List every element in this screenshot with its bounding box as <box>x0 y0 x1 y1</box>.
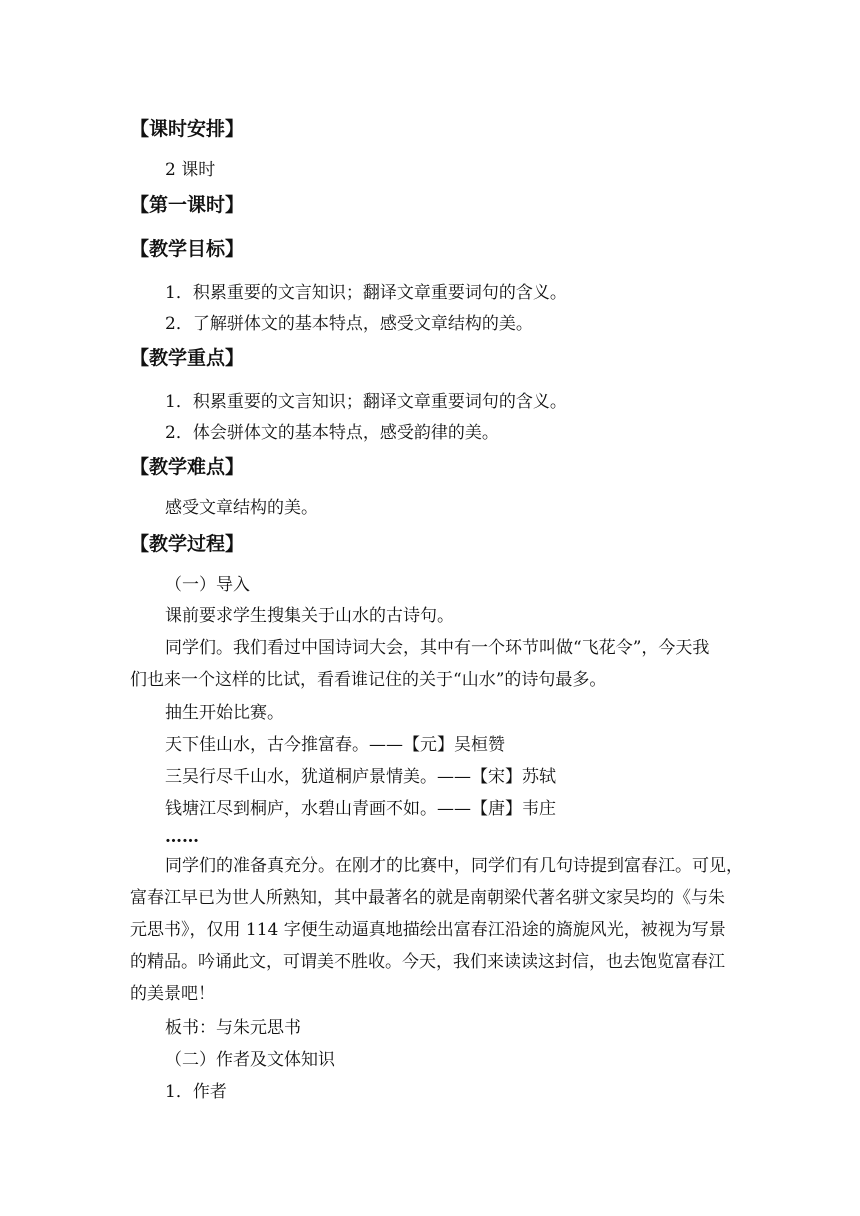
objective-item-2: 2．了解骈体文的基本特点，感受文章结构的美。 <box>165 314 533 334</box>
process-paragraph-4-line-1: 同学们的准备真充分。在刚才的比赛中，同学们有几句诗提到富春江。可见， <box>165 856 743 876</box>
process-paragraph-2-line-2: 们也来一个这样的比试，看看谁记住的关于“山水”的诗句最多。 <box>130 670 607 690</box>
key-point-item-2: 2．体会骈体文的基本特点，感受韵律的美。 <box>165 423 499 443</box>
poem-line-1: 天下佳山水，古今推富春。——【元】吴桓赞 <box>165 735 505 755</box>
board-note: 板书：与朱元思书 <box>165 1018 301 1038</box>
poem-line-3: 钱塘江尽到桐庐，水碧山青画不如。——【唐】韦庄 <box>165 799 556 819</box>
poem-line-2: 三吴行尽千山水，犹道桐庐景情美。——【宋】苏轼 <box>165 767 556 787</box>
schedule-text: 2 课时 <box>165 160 216 180</box>
intro-subheading: （一）导入 <box>165 575 250 595</box>
heading-objectives: 【教学目标】 <box>130 238 245 260</box>
objective-item-1: 1．积累重要的文言知识；翻译文章重要词句的含义。 <box>165 283 567 303</box>
process-paragraph-4-line-5: 的美景吧！ <box>130 984 215 1004</box>
heading-schedule: 【课时安排】 <box>130 118 245 140</box>
heading-process: 【教学过程】 <box>130 533 245 555</box>
process-paragraph-2-line-1: 同学们。我们看过中国诗词大会，其中有一个环节叫做“飞花令”，今天我 <box>165 638 710 658</box>
heading-difficulties: 【教学难点】 <box>130 456 245 478</box>
process-paragraph-4-line-2: 富春江早已为世人所熟知，其中最著名的就是南朝梁代著名骈文家吴均的《与朱 <box>130 888 725 908</box>
process-paragraph-1: 课前要求学生搜集关于山水的古诗句。 <box>165 606 454 626</box>
heading-first-lesson: 【第一课时】 <box>130 194 245 216</box>
author-item: 1．作者 <box>165 1082 227 1102</box>
key-point-item-1: 1．积累重要的文言知识；翻译文章重要词句的含义。 <box>165 392 567 412</box>
process-paragraph-4-line-4: 的精品。吟诵此文，可谓美不胜收。今天，我们来读读这封信，也去饱览富春江 <box>130 952 725 972</box>
difficulties-text: 感受文章结构的美。 <box>165 498 318 518</box>
heading-key-points: 【教学重点】 <box>130 347 245 369</box>
author-subheading: （二）作者及文体知识 <box>165 1050 335 1070</box>
process-paragraph-4-line-3: 元思书》，仅用 114 字便生动逼真地描绘出富春江沿途的旖旎风光，被视为写景 <box>130 920 726 940</box>
ellipsis: …… <box>165 827 199 847</box>
process-paragraph-3: 抽生开始比赛。 <box>165 703 284 723</box>
